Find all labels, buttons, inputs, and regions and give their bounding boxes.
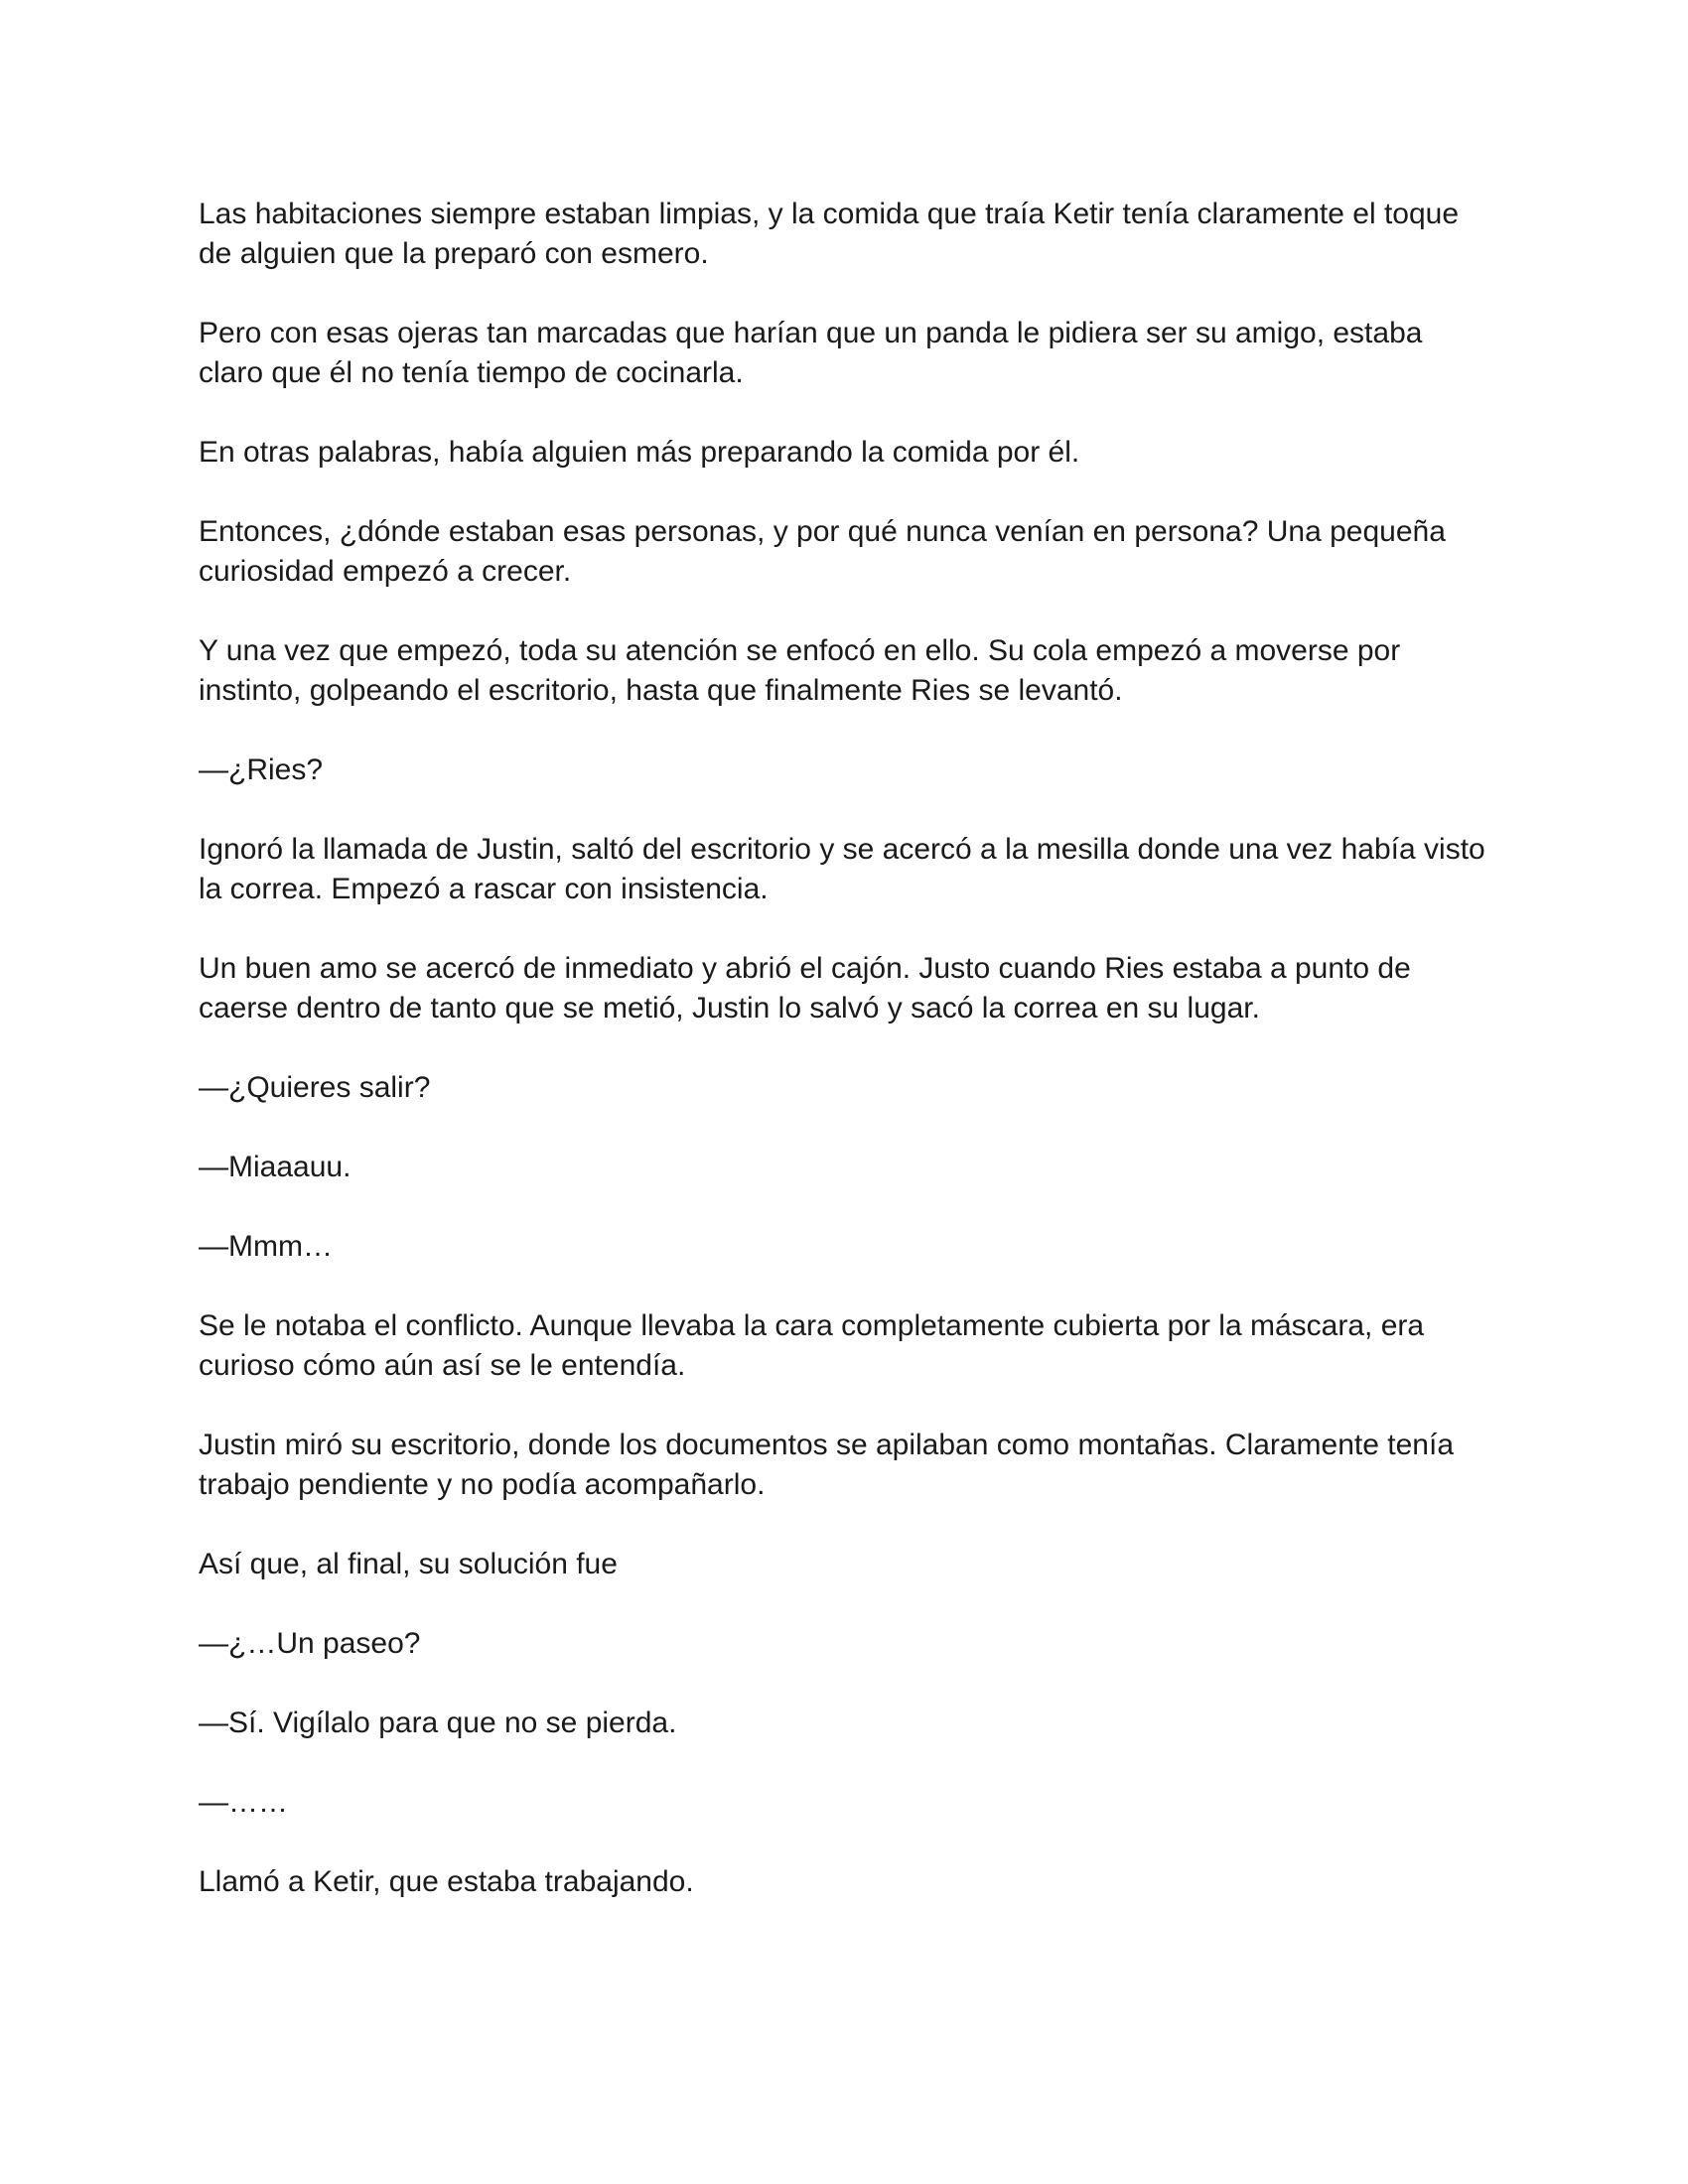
paragraph: Y una vez que empezó, toda su atención se enfocó en ello. Su cola empezó a moverse por instinto, golpeando el escritorio, hasta que finalmente Ries se levantó. xyxy=(199,634,1401,707)
paragraph: Entonces, ¿dónde estaban esas personas, y por qué nunca venían en persona? Una pequeña curiosidad empezó a crecer. xyxy=(199,515,1446,588)
paragraph: En otras palabras, había alguien más preparando la comida por él. xyxy=(199,436,1080,469)
paragraph: Justin miró su escritorio, donde los documentos se apilaban como montañas. Claramente tenía trabajo pendiente y no podía acompañarlo. xyxy=(199,1429,1454,1501)
paragraph: Pero con esas ojeras tan marcadas que harían que un panda le pidiera ser su amigo, estaba claro que él no tenía tiempo de cocinarla. xyxy=(199,317,1423,389)
paragraph: Ignoró la llamada de Justin, saltó del escritorio y se acercó a la mesilla donde una vez había visto la correa. Empezó a rascar con insistencia. xyxy=(199,833,1485,905)
dialogue-line: —Sí. Vigílalo para que no se pierda. xyxy=(199,1706,677,1739)
paragraph: Así que, al final, su solución fue xyxy=(199,1548,618,1580)
document-body xyxy=(199,195,1489,1942)
dialogue-line: —¿Ries? xyxy=(199,753,324,786)
paragraph: Se le notaba el conflicto. Aunque llevaba la cara completamente cubierta por la máscara, era curioso cómo aún así se le entendía. xyxy=(199,1309,1425,1382)
dialogue-line: —¿Quieres salir? xyxy=(199,1071,431,1104)
dialogue-line: —…… xyxy=(199,1786,288,1819)
dialogue-line: —¿…Un paseo? xyxy=(199,1627,421,1660)
dialogue-line: —Mmm… xyxy=(199,1230,333,1263)
paragraph: Un buen amo se acercó de inmediato y abrió el cajón. Justo cuando Ries estaba a punto de caerse dentro de tanto que se metió, Justin lo salvó y sacó la correa en su lugar. xyxy=(199,952,1411,1024)
paragraph: Las habitaciones siempre estaban limpias, y la comida que traía Ketir tenía claramente el toque de alguien que la preparó con esmero. xyxy=(199,198,1460,270)
paragraph: Llamó a Ketir, que estaba trabajando. xyxy=(199,1865,694,1898)
dialogue-line: —Miaaauu. xyxy=(199,1151,352,1183)
